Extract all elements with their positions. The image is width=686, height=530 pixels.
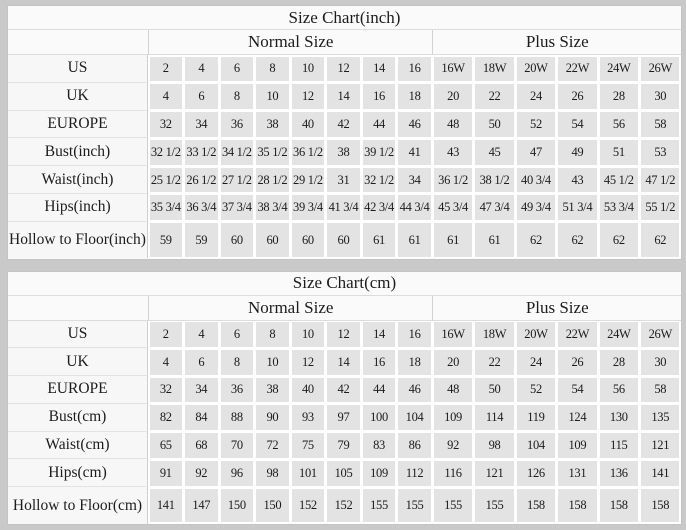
table-cell: 26 bbox=[558, 84, 596, 109]
table-cell: 68 bbox=[185, 433, 218, 458]
table-cell: 96 bbox=[221, 461, 254, 486]
table-cell: 10 bbox=[256, 350, 289, 375]
table-cell: 147 bbox=[185, 489, 218, 523]
row-label: Waist(cm) bbox=[8, 432, 148, 460]
table-cell: 52 bbox=[517, 112, 555, 137]
table-cell: 18W bbox=[475, 57, 513, 82]
table-cell: 6 bbox=[185, 350, 218, 375]
table-cell: 100 bbox=[363, 405, 396, 430]
table-cell: 52 bbox=[517, 378, 555, 403]
table-cell: 126 bbox=[517, 461, 555, 486]
row-label: UK bbox=[8, 83, 148, 111]
table-cell: 131 bbox=[558, 461, 596, 486]
table-row bbox=[8, 432, 681, 460]
table-cell: 109 bbox=[363, 461, 396, 486]
row-label: Hips(inch) bbox=[8, 194, 148, 222]
table-cell: 20W bbox=[517, 57, 555, 82]
table-cell: 104 bbox=[517, 433, 555, 458]
table-cell: 4 bbox=[150, 350, 183, 375]
table-cell: 53 bbox=[641, 140, 679, 165]
table-cell: 28 1/2 bbox=[256, 168, 289, 193]
table-cell: 158 bbox=[517, 489, 555, 523]
table-cell: 34 bbox=[398, 168, 431, 193]
table-cell: 32 bbox=[150, 112, 183, 137]
table-cell: 37 3/4 bbox=[221, 195, 254, 220]
row-label: Hips(cm) bbox=[8, 459, 148, 487]
table-cell: 38 bbox=[327, 140, 360, 165]
table-cell: 12 bbox=[292, 84, 325, 109]
table-cell: 33 1/2 bbox=[185, 140, 218, 165]
table-cell: 51 bbox=[600, 140, 638, 165]
table-cell: 86 bbox=[398, 433, 431, 458]
table-cell: 91 bbox=[150, 461, 183, 486]
table-cell: 25 1/2 bbox=[150, 168, 183, 193]
table-cell: 51 3/4 bbox=[558, 195, 596, 220]
table-cell: 50 bbox=[475, 112, 513, 137]
table-body-cm bbox=[8, 321, 681, 525]
table-cell: 36 bbox=[221, 112, 254, 137]
table-cell: 36 1/2 bbox=[292, 140, 325, 165]
table-title-cm: Size Chart(cm) bbox=[8, 272, 681, 296]
table-cell: 32 1/2 bbox=[150, 140, 183, 165]
table-cell: 16W bbox=[434, 57, 472, 82]
table-cell: 38 bbox=[256, 378, 289, 403]
table-cell: 47 bbox=[517, 140, 555, 165]
row-label: EUROPE bbox=[8, 111, 148, 139]
table-cell: 42 3/4 bbox=[363, 195, 396, 220]
table-cell: 155 bbox=[434, 489, 472, 523]
table-cell: 116 bbox=[434, 461, 472, 486]
table-row bbox=[8, 348, 681, 376]
section-header-row bbox=[8, 296, 681, 321]
table-cell: 98 bbox=[256, 461, 289, 486]
table-cell: 34 bbox=[185, 112, 218, 137]
table-cell: 109 bbox=[558, 433, 596, 458]
table-cell: 72 bbox=[256, 433, 289, 458]
table-cell: 45 bbox=[475, 140, 513, 165]
table-cell: 4 bbox=[185, 322, 218, 347]
section-header-row bbox=[8, 30, 681, 55]
table-cell: 16 bbox=[398, 57, 431, 82]
table-cell: 44 bbox=[363, 378, 396, 403]
row-label: Waist(inch) bbox=[8, 166, 148, 194]
table-cell: 4 bbox=[150, 84, 183, 109]
table-row bbox=[8, 487, 681, 524]
table-cell: 84 bbox=[185, 405, 218, 430]
row-label: UK bbox=[8, 348, 148, 376]
table-cell: 27 1/2 bbox=[221, 168, 254, 193]
table-cell: 39 3/4 bbox=[292, 195, 325, 220]
table-title-inch: Size Chart(inch) bbox=[8, 6, 681, 30]
table-cell: 8 bbox=[256, 322, 289, 347]
table-cell: 155 bbox=[398, 489, 431, 523]
corner-cell bbox=[8, 30, 148, 54]
table-cell: 43 bbox=[434, 140, 472, 165]
table-cell: 43 bbox=[558, 168, 596, 193]
table-cell: 45 1/2 bbox=[600, 168, 638, 193]
table-cell: 40 3/4 bbox=[517, 168, 555, 193]
table-cell: 2 bbox=[150, 57, 183, 82]
table-cell: 155 bbox=[475, 489, 513, 523]
table-cell: 48 bbox=[434, 378, 472, 403]
size-chart-inch-table bbox=[7, 5, 682, 260]
table-cell: 30 bbox=[641, 84, 679, 109]
table-cell: 62 bbox=[558, 223, 596, 257]
table-cell: 62 bbox=[641, 223, 679, 257]
table-cell: 24 bbox=[517, 350, 555, 375]
table-row bbox=[8, 138, 681, 166]
table-cell: 16W bbox=[434, 322, 472, 347]
table-cell: 83 bbox=[363, 433, 396, 458]
table-cell: 28 bbox=[600, 84, 638, 109]
table-cell: 61 bbox=[475, 223, 513, 257]
table-cell: 28 bbox=[600, 350, 638, 375]
table-cell: 56 bbox=[600, 112, 638, 137]
table-row bbox=[8, 55, 681, 83]
table-cell: 29 1/2 bbox=[292, 168, 325, 193]
table-cell: 10 bbox=[292, 57, 325, 82]
table-cell: 50 bbox=[475, 378, 513, 403]
table-cell: 24W bbox=[600, 57, 638, 82]
table-cell: 20 bbox=[434, 350, 472, 375]
table-cell: 6 bbox=[185, 84, 218, 109]
table-cell: 60 bbox=[256, 223, 289, 257]
table-cell: 18 bbox=[398, 350, 431, 375]
table-cell: 121 bbox=[641, 433, 679, 458]
table-cell: 150 bbox=[256, 489, 289, 523]
table-cell: 124 bbox=[558, 405, 596, 430]
table-cell: 38 bbox=[256, 112, 289, 137]
table-cell: 36 bbox=[221, 378, 254, 403]
table-cell: 16 bbox=[363, 84, 396, 109]
table-cell: 26W bbox=[641, 322, 679, 347]
table-cell: 59 bbox=[150, 223, 183, 257]
table-cell: 135 bbox=[641, 405, 679, 430]
table-cell: 14 bbox=[363, 322, 396, 347]
table-cell: 152 bbox=[327, 489, 360, 523]
table-cell: 42 bbox=[327, 112, 360, 137]
table-row bbox=[8, 166, 681, 194]
table-cell: 93 bbox=[292, 405, 325, 430]
table-cell: 61 bbox=[363, 223, 396, 257]
table-cell: 60 bbox=[292, 223, 325, 257]
table-cell: 141 bbox=[641, 461, 679, 486]
table-cell: 104 bbox=[398, 405, 431, 430]
row-label: Bust(inch) bbox=[8, 138, 148, 166]
table-cell: 22 bbox=[475, 84, 513, 109]
table-cell: 155 bbox=[363, 489, 396, 523]
table-cell: 10 bbox=[256, 84, 289, 109]
section-header-plus-size: Plus Size bbox=[432, 296, 681, 320]
table-cell: 12 bbox=[327, 322, 360, 347]
table-cell: 158 bbox=[641, 489, 679, 523]
table-cell: 62 bbox=[600, 223, 638, 257]
table-cell: 44 3/4 bbox=[398, 195, 431, 220]
table-cell: 4 bbox=[185, 57, 218, 82]
section-header-normal-size: Normal Size bbox=[148, 296, 432, 320]
table-cell: 115 bbox=[600, 433, 638, 458]
section-header-plus-size: Plus Size bbox=[432, 30, 681, 54]
table-cell: 41 3/4 bbox=[327, 195, 360, 220]
table-cell: 12 bbox=[292, 350, 325, 375]
table-cell: 6 bbox=[221, 57, 254, 82]
table-cell: 31 bbox=[327, 168, 360, 193]
table-cell: 54 bbox=[558, 378, 596, 403]
table-row bbox=[8, 111, 681, 139]
table-cell: 38 1/2 bbox=[475, 168, 513, 193]
table-row bbox=[8, 83, 681, 111]
table-cell: 14 bbox=[327, 350, 360, 375]
table-cell: 14 bbox=[327, 84, 360, 109]
table-cell: 61 bbox=[434, 223, 472, 257]
table-cell: 35 1/2 bbox=[256, 140, 289, 165]
row-label: EUROPE bbox=[8, 376, 148, 404]
table-cell: 10 bbox=[292, 322, 325, 347]
table-cell: 59 bbox=[185, 223, 218, 257]
table-cell: 58 bbox=[641, 378, 679, 403]
table-cell: 112 bbox=[398, 461, 431, 486]
table-cell: 18W bbox=[475, 322, 513, 347]
table-cell: 49 bbox=[558, 140, 596, 165]
table-cell: 97 bbox=[327, 405, 360, 430]
table-cell: 56 bbox=[600, 378, 638, 403]
table-cell: 14 bbox=[363, 57, 396, 82]
table-cell: 39 1/2 bbox=[363, 140, 396, 165]
table-cell: 40 bbox=[292, 378, 325, 403]
table-cell: 46 bbox=[398, 378, 431, 403]
table-cell: 40 bbox=[292, 112, 325, 137]
table-cell: 20W bbox=[517, 322, 555, 347]
table-cell: 114 bbox=[475, 405, 513, 430]
table-row bbox=[8, 404, 681, 432]
table-cell: 36 3/4 bbox=[185, 195, 218, 220]
table-cell: 90 bbox=[256, 405, 289, 430]
table-cell: 8 bbox=[221, 350, 254, 375]
table-cell: 16 bbox=[363, 350, 396, 375]
table-cell: 41 bbox=[398, 140, 431, 165]
table-cell: 88 bbox=[221, 405, 254, 430]
table-cell: 42 bbox=[327, 378, 360, 403]
table-cell: 62 bbox=[517, 223, 555, 257]
table-cell: 22W bbox=[558, 322, 596, 347]
table-cell: 8 bbox=[221, 84, 254, 109]
table-cell: 49 3/4 bbox=[517, 195, 555, 220]
table-cell: 36 1/2 bbox=[434, 168, 472, 193]
table-cell: 136 bbox=[600, 461, 638, 486]
table-cell: 16 bbox=[398, 322, 431, 347]
table-cell: 34 bbox=[185, 378, 218, 403]
table-cell: 8 bbox=[256, 57, 289, 82]
table-cell: 82 bbox=[150, 405, 183, 430]
table-cell: 121 bbox=[475, 461, 513, 486]
table-cell: 109 bbox=[434, 405, 472, 430]
corner-cell bbox=[8, 296, 148, 320]
table-cell: 141 bbox=[150, 489, 183, 523]
table-row bbox=[8, 321, 681, 349]
table-cell: 60 bbox=[327, 223, 360, 257]
table-cell: 92 bbox=[185, 461, 218, 486]
table-cell: 20 bbox=[434, 84, 472, 109]
table-cell: 55 1/2 bbox=[641, 195, 679, 220]
section-header-normal-size: Normal Size bbox=[148, 30, 432, 54]
table-cell: 53 3/4 bbox=[600, 195, 638, 220]
table-cell: 119 bbox=[517, 405, 555, 430]
table-cell: 152 bbox=[292, 489, 325, 523]
table-cell: 158 bbox=[600, 489, 638, 523]
table-cell: 46 bbox=[398, 112, 431, 137]
table-cell: 24W bbox=[600, 322, 638, 347]
table-cell: 48 bbox=[434, 112, 472, 137]
row-label: Hollow to Floor(inch) bbox=[8, 222, 148, 259]
table-cell: 150 bbox=[221, 489, 254, 523]
table-cell: 92 bbox=[434, 433, 472, 458]
table-cell: 70 bbox=[221, 433, 254, 458]
table-cell: 44 bbox=[363, 112, 396, 137]
table-cell: 101 bbox=[292, 461, 325, 486]
table-row bbox=[8, 222, 681, 259]
table-cell: 47 3/4 bbox=[475, 195, 513, 220]
table-body-inch bbox=[8, 55, 681, 259]
row-label: US bbox=[8, 321, 148, 349]
table-cell: 26W bbox=[641, 57, 679, 82]
table-cell: 18 bbox=[398, 84, 431, 109]
table-cell: 30 bbox=[641, 350, 679, 375]
table-row bbox=[8, 459, 681, 487]
table-cell: 32 bbox=[150, 378, 183, 403]
table-row bbox=[8, 376, 681, 404]
table-cell: 35 3/4 bbox=[150, 195, 183, 220]
table-cell: 61 bbox=[398, 223, 431, 257]
table-cell: 34 1/2 bbox=[221, 140, 254, 165]
table-cell: 12 bbox=[327, 57, 360, 82]
table-cell: 98 bbox=[475, 433, 513, 458]
size-chart-cm-table bbox=[7, 271, 682, 526]
row-label: US bbox=[8, 55, 148, 83]
table-cell: 130 bbox=[600, 405, 638, 430]
table-cell: 32 1/2 bbox=[363, 168, 396, 193]
table-cell: 22W bbox=[558, 57, 596, 82]
table-cell: 26 1/2 bbox=[185, 168, 218, 193]
table-cell: 22 bbox=[475, 350, 513, 375]
table-cell: 58 bbox=[641, 112, 679, 137]
row-label: Bust(cm) bbox=[8, 404, 148, 432]
table-cell: 105 bbox=[327, 461, 360, 486]
table-cell: 6 bbox=[221, 322, 254, 347]
table-row bbox=[8, 194, 681, 222]
table-cell: 65 bbox=[150, 433, 183, 458]
table-cell: 26 bbox=[558, 350, 596, 375]
table-cell: 54 bbox=[558, 112, 596, 137]
table-cell: 60 bbox=[221, 223, 254, 257]
table-cell: 45 3/4 bbox=[434, 195, 472, 220]
table-cell: 2 bbox=[150, 322, 183, 347]
table-cell: 24 bbox=[517, 84, 555, 109]
table-cell: 158 bbox=[558, 489, 596, 523]
table-cell: 47 1/2 bbox=[641, 168, 679, 193]
row-label: Hollow to Floor(cm) bbox=[8, 487, 148, 524]
table-cell: 38 3/4 bbox=[256, 195, 289, 220]
table-cell: 75 bbox=[292, 433, 325, 458]
table-cell: 79 bbox=[327, 433, 360, 458]
